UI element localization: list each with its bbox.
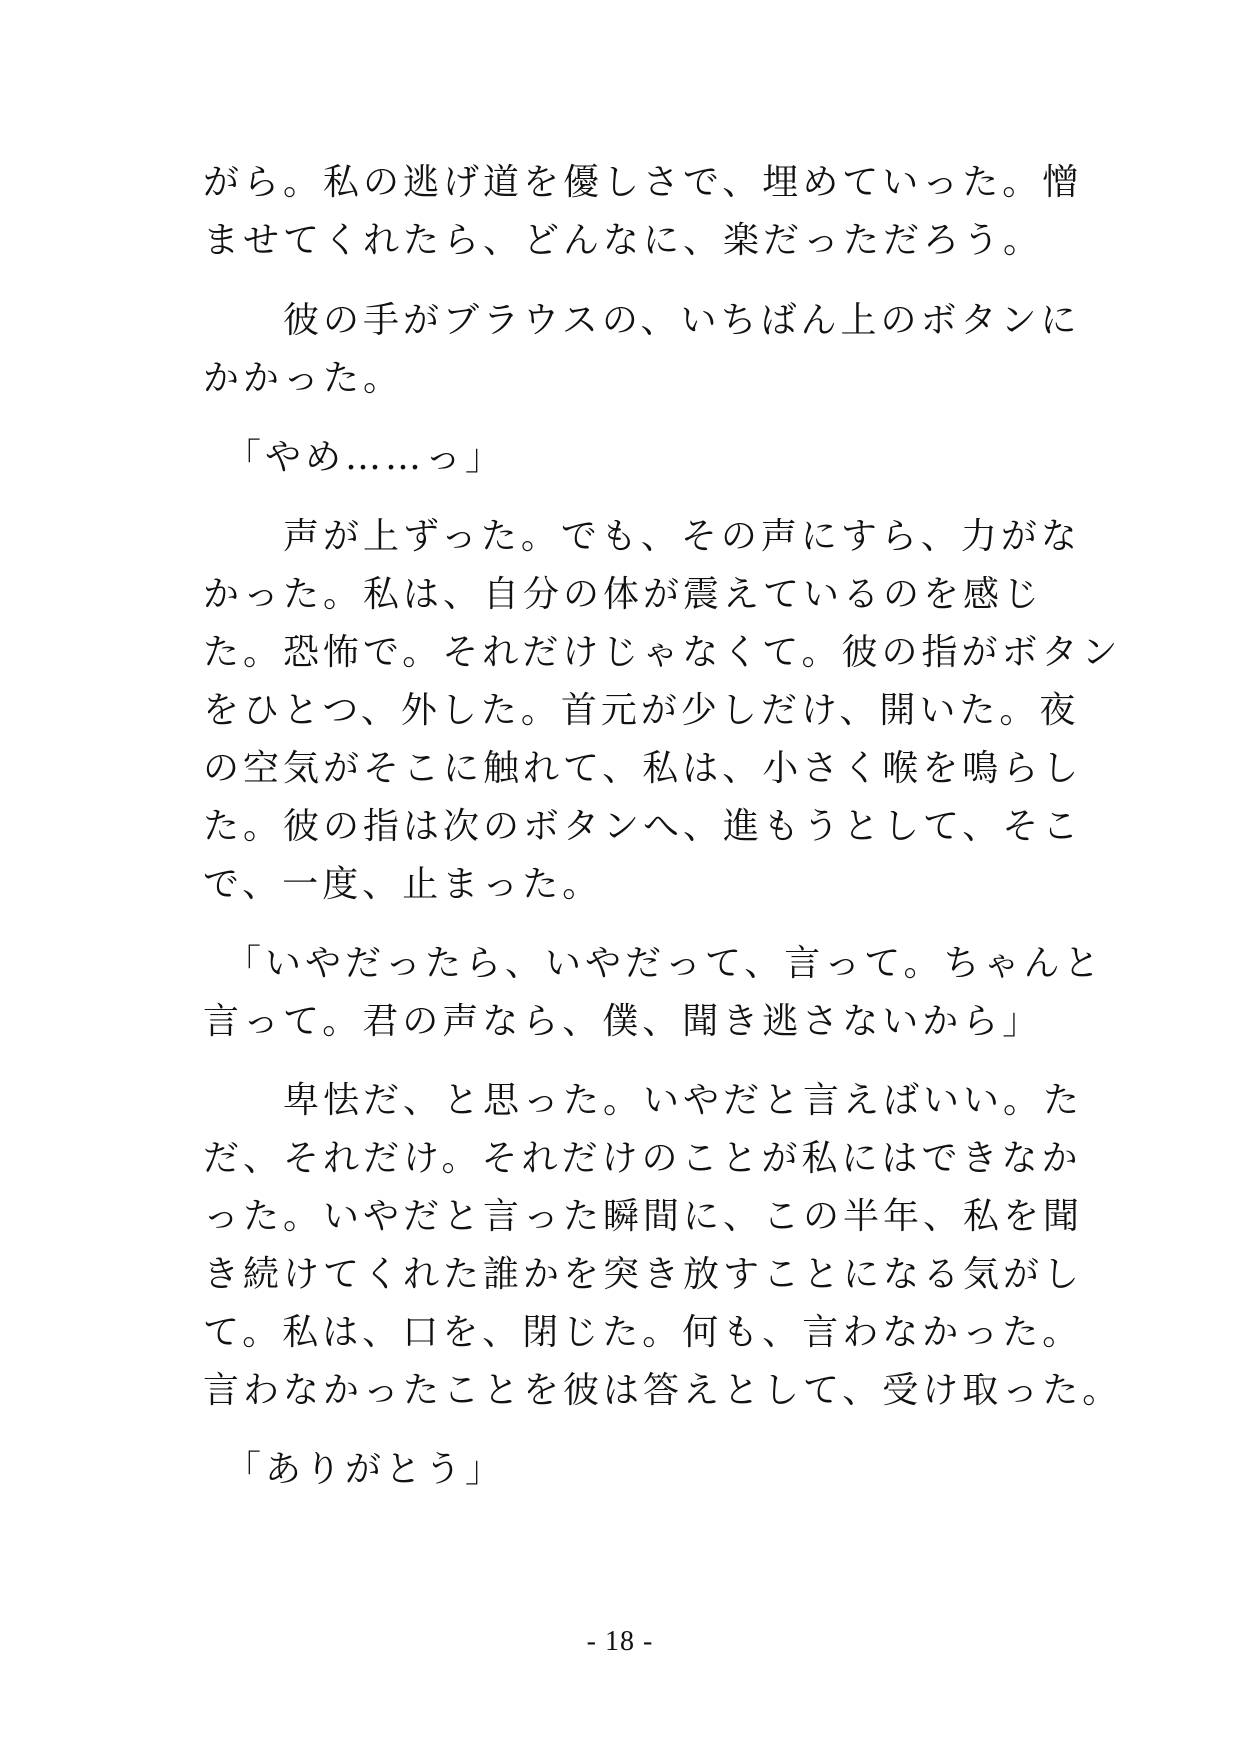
text-line: がら。私の逃げ道を優しさで、埋めていった。憎 xyxy=(203,162,1083,203)
text-line: 「やめ……っ」 xyxy=(203,437,506,478)
text-line: て。私は、口を、閉じた。何も、言わなかった。 xyxy=(203,1312,1083,1353)
text-line: 言わなかったことを彼は答えとして、受け取った。 xyxy=(203,1370,1123,1411)
text-line: き続けてくれた誰かを突き放すことになる気がし xyxy=(203,1254,1084,1295)
text-line: 声が上ずった。でも、その声にすら、力がな xyxy=(203,516,1081,557)
text-line: 卑怯だ、と思った。いやだと言えばいい。た xyxy=(203,1080,1084,1121)
text-line: た。彼の指は次のボタンへ、進もうとして、そこ xyxy=(203,806,1083,847)
text-line: 言って。君の声なら、僕、聞き逃さないから」 xyxy=(203,1001,1043,1042)
text-line: で、一度、止まった。 xyxy=(203,864,603,905)
text-line: た。恐怖で。それだけじゃなくて。彼の指がボタン xyxy=(203,632,1122,673)
text-line: の空気がそこに触れて、私は、小さく喉を鳴らし xyxy=(203,748,1083,789)
text-line: かかった。 xyxy=(203,358,404,399)
text-line: った。いやだと言った瞬間に、この半年、私を聞 xyxy=(203,1196,1084,1237)
text-line: だ、それだけ。それだけのことが私にはできなか xyxy=(203,1138,1082,1179)
text-line: をひとつ、外した。首元が少しだけ、開いた。夜 xyxy=(203,690,1080,731)
text-line: ませてくれたら、どんなに、楽だっただろう。 xyxy=(203,220,1044,261)
text-line: 「いやだったら、いやだって、言って。ちゃんと xyxy=(203,943,1104,984)
text-line: かった。私は、自分の体が震えているのを感じ xyxy=(203,574,1044,615)
text-line: 彼の手がブラウスの、いちばん上のボタンに xyxy=(203,300,1081,341)
text-line: 「ありがとう」 xyxy=(203,1449,506,1490)
page-number: - 18 - xyxy=(586,1626,654,1657)
